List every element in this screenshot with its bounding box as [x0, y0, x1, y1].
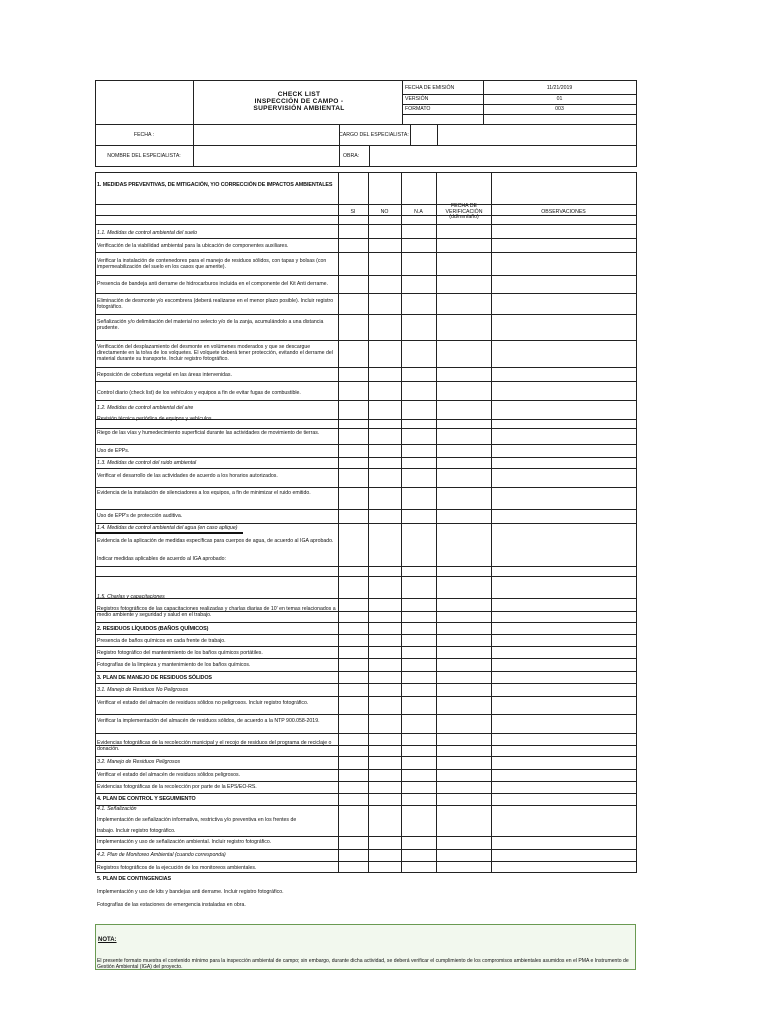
checklist-item: Implementación de señalización informativa, restrictiva y/o preventiva en los frentes de [97, 817, 297, 823]
checklist-item: Indicar medidas aplicables de acuerdo al IGA aprobado: [97, 556, 226, 562]
checklist-item: Evidencias fotográficas de la recolección por parte de la EPS/EO-RS. [97, 784, 257, 790]
checklist-item: Reposición de cobertura vegetal en las áreas intervenidas. [97, 372, 232, 378]
checklist-item: Verificar el estado del almacén de residuos sólidos peligrosos. [97, 772, 241, 778]
checklist-item: Verificar el desarrollo de las actividades de acuerdo a los horarios autorizados. [97, 473, 278, 479]
section-2-title: 2. RESIDUOS LÍQUIDOS (BAÑOS QUÍMICOS) [97, 626, 209, 632]
checklist-item: Evidencias fotográficas de la recolección municipal y el recojo de residuos del programa de reciclaje o donación. [97, 740, 332, 752]
checklist-item: Eliminación de desmonte y/o escombrera (deberá realizarse en el menor plazo posible). Incluir registro fotográfico. [97, 298, 334, 310]
section-1-title: 1. MEDIDAS PREVENTIVAS, DE MITIGACIÓN, Y/O CORRECCIÓN DE IMPACTOS AMBIENTALES [97, 182, 333, 188]
checklist-item: Señalización y/o delimitación del material no selecto y/o de la zanja, acumulándolo a una distancia prudente. [97, 319, 324, 331]
checklist-item: Verificación del desplazamiento del desmonte en volúmenes moderados y que se descargue directamente en la tolva de los volquetes. El volquete deberá tener protección, evitando el derrame del material durante su transporte. Incluir registro fotográfico. [97, 344, 333, 362]
checklist-item: Verificación de la viabilidad ambiental para la ubicación de componentes auxiliares. [97, 243, 289, 249]
column-fecha-verificacion: FECHA DE VERIFICACIÓN (dd/mm/año) [445, 203, 483, 221]
note-text: El presente formato muestra el contenido mínimo para la inspección ambiental de campo; sin embargo, durante dicha actividad, se deberá verificar el cumplimiento de los compromisos ambientales asumidos en el PMA e Instrumento de Gestión Ambiental (IGA) del proyecto. [97, 958, 629, 971]
subsection-title: 1.3. Medidas de control del ruido ambiental [97, 460, 197, 466]
checklist-item: Verificar el estado del almacén de residuos sólidos no peligrosos. Incluir registro fotográfico. [97, 700, 309, 706]
subsection-title: 3.2. Manejo de Residuos Peligrosos [97, 759, 181, 765]
checklist-item: trabajo. Incluir registro fotográfico. [97, 828, 176, 834]
cargo-especialista-label: CARGO DEL ESPECIALISTA: [339, 132, 409, 138]
checklist-item: Fotografías de las estaciones de emergencia instaladas en obra. [97, 902, 246, 908]
checklist-item: Implementación y uso de kits y bandejas anti derrame. Incluir registro fotográfico. [97, 889, 284, 895]
column-no: NO [380, 209, 389, 215]
checklist-item: Revisión técnica periódica de equipos y vehículos. [97, 416, 213, 422]
checklist-item: Registro fotográfico del mantenimiento de los baños químicos portátiles. [97, 650, 263, 656]
checklist-item: Uso de EPPs. [97, 448, 130, 454]
fecha-label: FECHA : [133, 132, 155, 138]
subsection-title: 1.5. Charlas y capacitaciones [97, 594, 165, 600]
column-na: N.A [414, 209, 423, 215]
document-title [200, 91, 398, 112]
column-observaciones: OBSERVACIONES [541, 209, 586, 215]
checklist-item: Evidencia de la aplicación de medidas específicas para cuerpos de agua, de acuerdo al IGA aprobado. [97, 538, 334, 544]
obra-label: OBRA: [343, 153, 360, 159]
fecha-emision-label: FECHA DE EMISIÓN [405, 85, 455, 91]
formato-label: FORMATO [405, 106, 431, 112]
checklist-item: Riego de las vías y humedecimiento superficial durante las actividades de movimiento de tierras. [97, 430, 320, 436]
title-line: CHECK LIST [277, 91, 321, 98]
subsection-title: 4.1. Señalización [97, 806, 137, 812]
note-title: NOTA: [98, 937, 117, 943]
checklist-item: Fotografías de la limpieza y mantenimiento de los baños químicos. [97, 662, 251, 668]
section-5-title: 5. PLAN DE CONTINGENCIAS [97, 876, 171, 882]
subsection-title: 1.4. Medidas de control ambiental del agua (en caso aplique) [97, 525, 238, 531]
checklist-item: Uso de EPP's de protección auditiva. [97, 513, 183, 519]
fecha-emision-value: 11/21/2019 [546, 85, 573, 91]
section-4-title: 4. PLAN DE CONTROL Y SEGUIMIENTO [97, 796, 196, 802]
subsection-title: 4.2. Plan de Monitoreo Ambiental (cuando corresponda) [97, 852, 226, 858]
title-line: SUPERVISIÓN AMBIENTAL [253, 105, 345, 112]
title-line: INSPECCIÓN DE CAMPO - [254, 98, 344, 105]
formato-value: 003 [555, 106, 564, 112]
nombre-especialista-label: NOMBRE DEL ESPECIALISTA: [107, 153, 181, 159]
column-si: SI [350, 209, 356, 215]
checklist-item: Control diario (check list) de los vehículos y equipos a fin de evitar fugas de combustible. [97, 390, 301, 396]
checklist-item: Verificar la implementación del almacén de residuos sólidos, de acuerdo a la NTP 900.058-2019. [97, 718, 320, 724]
note-box [95, 924, 636, 970]
subsection-title: 1.1. Medidas de control ambiental del suelo [97, 230, 198, 236]
checklist-item: Registros fotográficos de las capacitaciones realizadas y charlas diarias de 10' en temas relacionados a medio ambiente y seguridad y salud en el trabajo. [97, 606, 336, 618]
checklist-item: Verificar la instalación de contenedores para el manejo de residuos sólidos, con tapas y bolsas (con impermeabilización del suelo en los casos que amerite). [97, 258, 327, 270]
checklist-item: Presencia de bandeja anti derrame de hidrocarburos incluida en el componente del Kit Anti derrame. [97, 281, 328, 287]
subsection-title: 3.1. Manejo de Residuos No Peligrosos [97, 687, 189, 693]
section-3-title: 3. PLAN DE MANEJO DE RESIDUOS SÓLIDOS [97, 675, 212, 681]
version-label: VERSIÓN [405, 96, 429, 102]
version-value: 01 [556, 96, 563, 102]
checklist-item: Evidencia de la instalación de silenciadores a los equipos, a fin de minimizar el ruido emitido. [97, 490, 311, 496]
checklist-item: Registros fotográficos de la ejecución de los monitoreos ambientales. [97, 865, 257, 871]
checklist-item: Implementación y uso de señalización ambiental. Incluir registro fotográfico. [97, 839, 272, 845]
checklist-item: Presencia de baños químicos en cada frente de trabajo. [97, 638, 226, 644]
subsection-title: 1.2. Medidas de control ambiental del aire [97, 405, 194, 411]
